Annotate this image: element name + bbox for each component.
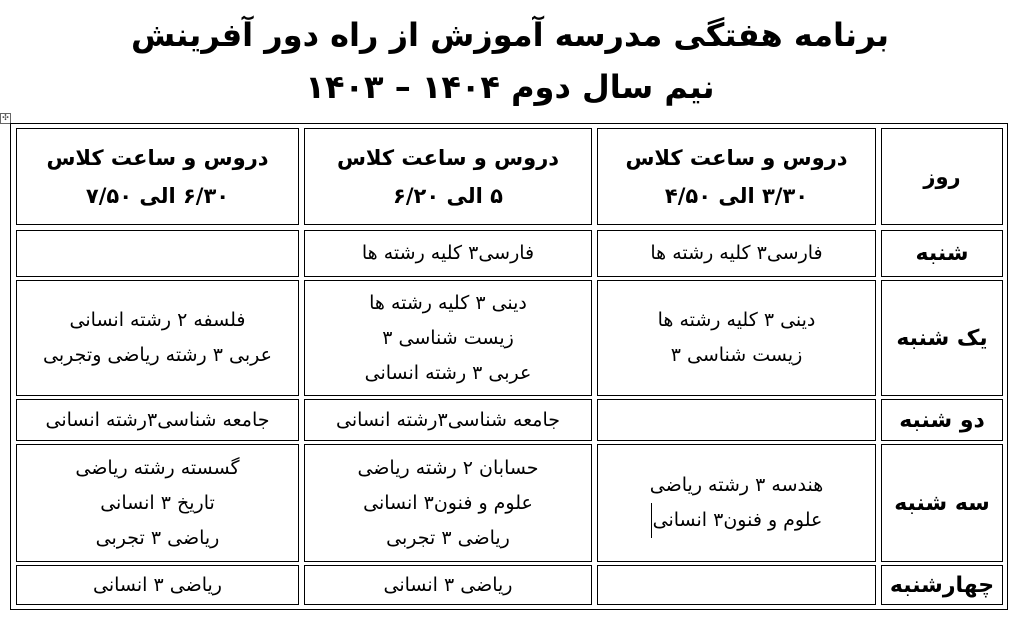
- header-slot3-line: ۶/۳۰ الی ۷/۵۰: [85, 183, 230, 208]
- course-entry: ریاضی ۳ انسانی: [93, 573, 222, 596]
- class-cell: [16, 399, 299, 441]
- course-entry: حسابان ۲ رشته ریاضی: [357, 456, 539, 479]
- class-cell: [16, 565, 299, 605]
- header-slot1-line: ۳/۳۰ الی ۴/۵۰: [664, 183, 809, 208]
- course-entry: عربی ۳ رشته انسانی: [364, 361, 532, 384]
- header-slot1-line: دروس و ساعت کلاس: [625, 145, 848, 170]
- class-cell: [597, 399, 876, 441]
- day-label: دو شنبه: [899, 407, 985, 433]
- course-entry: فارسی۳ کلیه رشته ها: [650, 242, 823, 264]
- class-cell: [16, 230, 299, 277]
- course-entry: دینی ۳ کلیه رشته ها: [657, 309, 816, 331]
- header-day-label: روز: [923, 164, 961, 189]
- course-entry: علوم و فنون۳ انسانی: [363, 491, 533, 514]
- class-cell: [16, 444, 299, 562]
- header-slot3: [16, 128, 299, 225]
- day-cell: [881, 399, 1003, 441]
- day-label: چهارشنبه: [889, 572, 995, 598]
- move-handle-icon[interactable]: ✣: [0, 113, 11, 124]
- course-entry: تاریخ ۳ انسانی: [100, 491, 215, 514]
- day-cell: [881, 280, 1003, 396]
- course-entry: ریاضی ۳ انسانی: [383, 573, 513, 596]
- class-cell: [597, 444, 876, 562]
- course-entry: جامعه شناسی۳رشته انسانی: [335, 408, 561, 431]
- course-entry: گسسته رشته ریاضی: [75, 456, 240, 479]
- day-cell: [881, 565, 1003, 605]
- course-entry: فارسی۳ کلیه رشته ها: [361, 242, 535, 264]
- course-entry: ریاضی ۳ تجربی: [386, 526, 510, 549]
- day-label: یک شنبه: [896, 325, 988, 351]
- course-entry: هندسه ۳ رشته ریاضی: [649, 474, 824, 496]
- class-cell: [597, 280, 876, 396]
- class-cell: [304, 565, 592, 605]
- course-entry: زیست شناسی ۳: [670, 344, 803, 366]
- page-subtitle: نیم سال دوم ۱۴۰۴ – ۱۴۰۳: [305, 68, 715, 106]
- course-entry: زیست شناسی ۳: [382, 326, 514, 349]
- course-entry: جامعه شناسی۳رشته انسانی: [45, 408, 270, 431]
- course-entry: دینی ۳ کلیه رشته ها: [369, 291, 527, 314]
- class-cell: [304, 399, 592, 441]
- class-cell: [597, 230, 876, 277]
- class-cell: [304, 280, 592, 396]
- course-entry: علوم و فنون۳ انسانی: [651, 503, 823, 538]
- course-entry: عربی ۳ رشته ریاضی وتجربی: [43, 344, 272, 366]
- header-slot3-line: دروس و ساعت کلاس: [46, 145, 269, 170]
- day-label: شنبه: [915, 241, 969, 266]
- header-slot2-line: دروس و ساعت کلاس: [336, 145, 560, 170]
- header-slot2: [304, 128, 592, 225]
- day-cell: [881, 444, 1003, 562]
- course-entry: فلسفه ۲ رشته انسانی: [69, 309, 246, 331]
- page-title: برنامه هفتگی مدرسه آموزش از راه دور آفرینش: [131, 16, 889, 54]
- day-cell: [881, 230, 1003, 277]
- header-day: [881, 128, 1003, 225]
- class-cell: [597, 565, 876, 605]
- header-slot1: [597, 128, 876, 225]
- class-cell: [304, 444, 592, 562]
- course-entry: ریاضی ۳ تجربی: [95, 526, 220, 549]
- header-slot2-line: ۵ الی ۶/۲۰: [393, 183, 503, 208]
- class-cell: [304, 230, 592, 277]
- class-cell: [16, 280, 299, 396]
- day-label: سه شنبه: [894, 490, 990, 516]
